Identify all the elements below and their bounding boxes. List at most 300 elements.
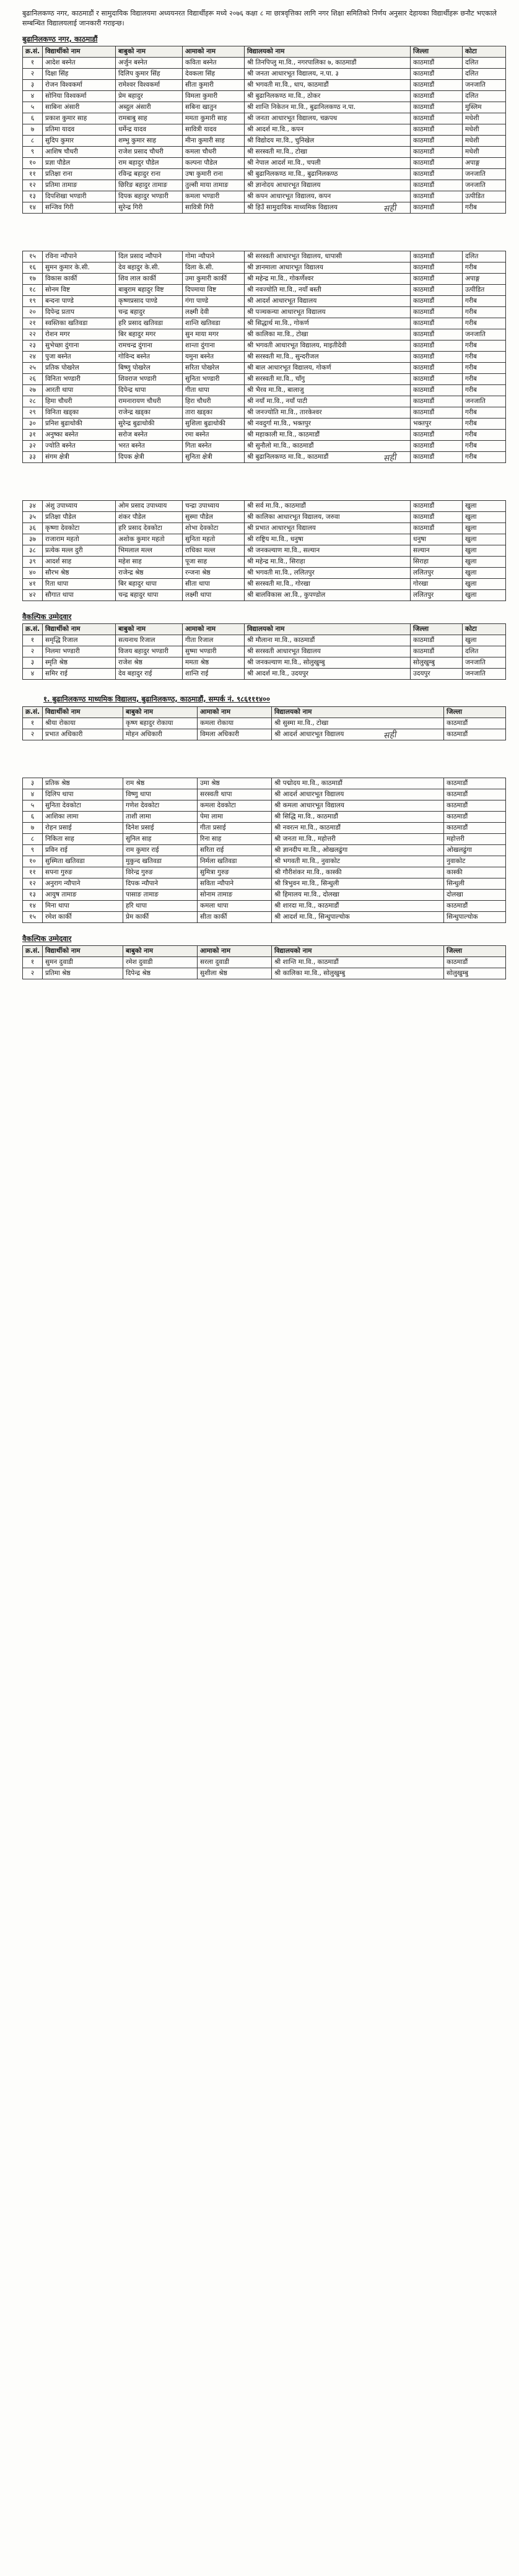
cell-sn: २२ [23,329,43,340]
cell-mother: गिता बस्नेत [183,441,245,452]
cell-quota: गरीब [463,363,506,374]
cell-district: काठमाडौं [411,58,463,69]
cell-district: काठमाडौं [444,823,506,834]
cell-district: काठमाडौं [411,251,463,262]
cell-school: श्री जनता आधारभूत विद्यालय, न.पा. ३ [245,69,411,80]
cell-name: मिना थापा [43,901,123,912]
cell-sn: २ [23,69,43,80]
column-header: विद्यालयको नाम [272,946,444,957]
cell-district: काठमाडौं [411,191,463,202]
cell-father: अर्जुन बस्नेत [116,58,183,69]
cell-school: श्री विद्योदय मा.वि., चुनिखेल [245,136,411,147]
table-row [23,812,506,823]
cell-father: देव बहादुर राई [116,669,183,680]
table-row [23,58,506,69]
cell-sn: २३ [23,340,43,352]
cell-mother: कमला देवकोटा [198,800,272,812]
table-row [23,789,506,800]
cell-school: श्री जनता आधारभूत विद्यालय, चक्रपथ [245,113,411,124]
cell-school: श्री नवरत्न मा.वि., काठमाडौं [272,823,444,834]
cell-school: श्री महाकाली मा.वि., काठमाडौं [245,430,411,441]
cell-sn: ७ [23,124,43,136]
cell-school: श्री जनज्योति मा.वि., तारकेश्वर [245,407,411,418]
cell-name: रोशन मगर [43,329,116,340]
cell-name: निकिता साह [43,834,123,845]
cell-district: काठमाडौं [411,501,463,512]
cell-name: आरती थापा [43,385,116,396]
cell-name: प्रभात अधिकारी [43,729,123,740]
cell-sn: ३ [23,657,43,669]
cell-mother: देवकला सिंह [183,69,245,80]
intro-paragraph: बुढानिलकण्ठ नगर, काठमाडौं र सामुदायिक विद्यालयमा अध्ययनरत विद्यार्थीहरू मध्ये २०७६ कक्षा ८ मा छात्रवृत्तिका लागि नगर शिक्षा समितिको निर्णय अनुसार देहायका विद्यार्थीहरू छनौट भएकाले सम्बन्धित विद्यालयलाई जानकारी गराइन्छ। [22,9,497,27]
cell-father: चन्द्र बहादुर थापा [116,590,183,601]
cell-school: श्री बुढानिलकण्ठ मा.वि., बुढानिलकण्ठ [245,169,411,180]
cell-name: रोजन विश्वकर्मा [43,80,116,91]
cell-name: समिर राई [43,669,116,680]
cell-quota: मधेशी [463,136,506,147]
cell-district: नुवाकोट [444,856,506,867]
cell-father: रामबाबु साह [116,113,183,124]
cell-mother: सुमित्रा गुरुङ [198,867,272,878]
cell-quota: गरीब [463,202,506,214]
cell-mother: सीता थापा [183,579,245,590]
cell-school: श्री बुढानिलकण्ठ मा.वि., ठोकर [245,91,411,102]
cell-name: रोहन प्रसाई [43,823,123,834]
cell-quota: दलित [463,251,506,262]
cell-quota: गरीब [463,418,506,430]
cell-sn: १६ [23,262,43,274]
cell-school: श्री ज्ञानमाला आधारभूत विद्यालय [245,262,411,274]
cell-district: काठमाडौं [411,512,463,523]
cell-father: सुरेन्द्र गिरी [116,202,183,214]
cell-father: महेश साह [116,557,183,568]
table-row [23,136,506,147]
cell-father: शिव लाल कार्की [116,274,183,285]
cell-quota: मधेशी [463,147,506,158]
cell-district: ललितपुर [411,590,463,601]
cell-quota: खुला [463,557,506,568]
cell-name: आयुष तामाङ [43,890,123,901]
cell-sn: ३४ [23,501,43,512]
cell-sn: २६ [23,374,43,385]
cell-sn: ३९ [23,557,43,568]
cell-name: रविना न्यौपाने [43,251,116,262]
table-row [23,501,506,512]
cell-school: श्री पद्मोदय मा.वि., काठमाडौं [272,778,444,789]
cell-father: राजेश श्रेष्ठ [116,657,183,669]
cell-school: श्री भगवती आधारभूत विद्यालय, माइतीदेवी [245,340,411,352]
cell-district: काठमाडौं [411,318,463,329]
cell-father: दिपेन्द्र श्रेष्ठ [123,968,198,979]
cell-name: प्रज्ञा पौडेल [43,158,116,169]
cell-mother: हिरा चौधरी [183,396,245,407]
cell-school: श्री भैरव मा.वि., बालाजु [245,385,411,396]
cell-name: प्रतिक्षा राना [43,169,116,180]
cell-sn: ३१ [23,430,43,441]
column-header: बाबुको नाम [123,707,198,718]
cell-mother: उमा श्रेष्ठ [198,778,272,789]
cell-district: काठमाडौं [411,430,463,441]
cell-quota: मुस्लिम [463,102,506,113]
table-row [23,800,506,812]
table-row [23,124,506,136]
cell-district: काठमाडौं [411,274,463,285]
cell-quota: गरीब [463,441,506,452]
cell-name: स्वस्तिका खतिवडा [43,318,116,329]
cell-school: श्री जनकल्याण मा.वि., सल्यान [245,545,411,557]
cell-sn: ३० [23,418,43,430]
cell-school: श्री सिद्धि मा.वि., काठमाडौं [272,812,444,823]
column-header: जिल्ला [411,624,463,635]
signature-2: सही [383,452,397,464]
cell-school: श्री सिद्धार्थ मा.वि., गोकर्ण [245,318,411,329]
cell-sn: १ [23,718,43,729]
column-header: विद्यार्थीको नाम [43,46,116,58]
cell-mother: पूजा साह [183,557,245,568]
cell-sn: ३ [23,778,43,789]
cell-sn: १४ [23,901,43,912]
table-row [23,557,506,568]
cell-mother: सुशिला बुढाथोकी [183,418,245,430]
cell-mother: सरला दुवाडी [198,957,272,968]
cell-district: काठमाडौं [411,147,463,158]
cell-name: दिपेन्द्र प्रताप [43,307,116,318]
column-header: कोटा [463,624,506,635]
cell-name: प्रतिमा तामाङ [43,180,116,191]
cell-father: बाबुराम बहादुर विष्ट [116,285,183,296]
cell-name: कृष्णा देवकोटा [43,523,116,534]
cell-mother: सोनाम तामाङ [198,890,272,901]
cell-mother: लक्ष्मी थापा [183,590,245,601]
cell-mother: कमला भण्डारी [183,191,245,202]
cell-mother: सबिना खातुन [183,102,245,113]
cell-sn: ६ [23,113,43,124]
cell-sn: २० [23,307,43,318]
cell-name: संगम क्षेत्री [43,452,116,463]
table-row [23,169,506,180]
cell-mother: दिला के.सी. [183,262,245,274]
cell-name: प्रतिक श्रेष्ठ [43,778,123,789]
cell-quota: गरीब [463,430,506,441]
cell-school: श्री आदर्श मा.वि., कपन [245,124,411,136]
cell-father: राम श्रेष्ठ [123,778,198,789]
cell-mother: विमला कुमारी [183,91,245,102]
cell-quota: दलित [463,646,506,657]
cell-father: हरि थापा [123,901,198,912]
cell-father: शंकर पौडेल [116,512,183,523]
cell-mother: गोमा न्यौपाने [183,251,245,262]
cell-quota: खुला [463,579,506,590]
cell-father: धर्मेन्द्र यादव [116,124,183,136]
cell-school: श्री राष्ट्रिय मा.वि., धनुषा [245,534,411,545]
cell-sn: २ [23,968,43,979]
cell-quota: जनजाति [463,396,506,407]
cell-school: श्री जनता मा.वि., महोत्तरी [272,834,444,845]
cell-district: काठमाडौं [411,202,463,214]
cell-district: काठमाडौं [411,102,463,113]
table-row [23,418,506,430]
cell-school: श्री सुस्मा मा.वि., टोखा [272,718,444,729]
cell-mother: ममता कुमारी साह [183,113,245,124]
table-row [23,262,506,274]
cell-mother: सुनिता भण्डारी [183,374,245,385]
cell-sn: ४ [23,669,43,680]
cell-father: कृष्णप्रसाद पाण्डे [116,296,183,307]
cell-sn: १३ [23,890,43,901]
column-header: बाबुको नाम [116,624,183,635]
cell-quota: खुला [463,590,506,601]
cell-mother: गीता रिजाल [183,635,245,646]
column-header: जिल्ला [411,46,463,58]
cell-father: रविन्द्र बहादुर राना [116,169,183,180]
cell-school: श्री कमला आधारभूत विद्यालय [272,800,444,812]
cell-mother: शान्ता दुंगाना [183,340,245,352]
cell-sn: ४० [23,568,43,579]
cell-father: अशोक कुमार महतो [116,534,183,545]
cell-father: भरत बस्नेत [116,441,183,452]
cell-school: श्री भगवती मा.वि., नुवाकोट [272,856,444,867]
table-row [23,363,506,374]
cell-name: सुमन कुमार के.सी. [43,262,116,274]
cell-school: श्री त्रिभुवन मा.वि., सिन्धुली [272,878,444,890]
cell-name: आशिका लामा [43,812,123,823]
cell-father: रामेश्वर विश्वकर्मा [116,80,183,91]
cell-father: गोविन्द बस्नेत [116,352,183,363]
cell-sn: ४२ [23,590,43,601]
cell-quota: गरीब [463,374,506,385]
cell-sn: ३३ [23,452,43,463]
cell-district: काठमाडौं [411,329,463,340]
cell-school: श्री नेपाल आदर्श मा.वि., चपली [245,158,411,169]
cell-school: श्री बुढानिलकण्ठ मा.वि., काठमाडौं [245,452,411,463]
cell-quota: गरीब [463,296,506,307]
section-heading-main: बुढानिलकण्ठ नगर, काठमाडौं [22,35,98,43]
cell-sn: १ [23,957,43,968]
cell-mother: गंगा पाण्डे [183,296,245,307]
cell-father: दिपेन्द्र थापा [116,385,183,396]
cell-district: सोलुखुम्बु [444,968,506,979]
cell-name: साबिना अंसारी [43,102,116,113]
cell-name: प्रविन राई [43,845,123,856]
cell-quota: गरीब [463,352,506,363]
column-header: क्र.सं. [23,624,43,635]
cell-father: अब्दुल अंसारी [116,102,183,113]
cell-district: काठमाडौं [411,180,463,191]
cell-mother: रिना साह [198,834,272,845]
cell-father: विरेन्द्र गुरुङ [123,867,198,878]
cell-district: सिन्धुली [444,878,506,890]
column-header: आमाको नाम [183,624,245,635]
cell-name: समृद्धि रिजाल [43,635,116,646]
cell-school: श्री बाल आधारभूत विद्यालय, गोकर्ण [245,363,411,374]
table-row [23,646,506,657]
table-row [23,307,506,318]
cell-school: श्री आदर्श आधारभूत विद्यालय [272,729,444,740]
cell-mother: रमा बस्नेत [183,430,245,441]
table-row [23,579,506,590]
cell-quota: जनजाति [463,80,506,91]
column-header: जिल्ला [444,946,506,957]
signature-3: सही [383,729,397,741]
cell-sn: २७ [23,385,43,396]
cell-district: काठमाडौं [411,113,463,124]
table-row [23,180,506,191]
cell-mother: दिपमाया विष्ट [183,285,245,296]
cell-district: गोरखा [411,579,463,590]
table-row [23,113,506,124]
cell-sn: ११ [23,169,43,180]
column-header: विद्यार्थीको नाम [43,624,116,635]
cell-name: सुभेच्छा दुंगाना [43,340,116,352]
cell-name: आदेश बस्नेत [43,58,116,69]
cell-district: काठमाडौं [411,169,463,180]
column-header: विद्यार्थीको नाम [43,946,123,957]
cell-quota: गरीब [463,452,506,463]
table-row [23,329,506,340]
table-row [23,69,506,80]
cell-name: विनिता खड्का [43,407,116,418]
cell-sn: ५ [23,102,43,113]
cell-name: प्रतिमा यादव [43,124,116,136]
cell-school: श्री नवज्योति मा.वि., नयाँ बस्ती [245,285,411,296]
table-row [23,385,506,396]
cell-district: काठमाडौं [411,340,463,352]
cell-father: कृष्ण बहादुर रोकाया [123,718,198,729]
cell-quota: मधेशी [463,124,506,136]
cell-mother: सुष्मा भण्डारी [183,646,245,657]
cell-district: काठमाडौं [444,957,506,968]
cell-quota: उत्पीडित [463,285,506,296]
cell-quota: खुला [463,534,506,545]
cell-name: निलमा भण्डारी [43,646,116,657]
signature-1: सही [383,202,397,214]
cell-mother: सीता कार्की [198,912,272,923]
cell-father: छिरिङ बहादुर तामाङ [116,180,183,191]
table-row [23,890,506,901]
cell-father: राजेश प्रसाद चौधरी [116,147,183,158]
table-row [23,147,506,158]
cell-sn: २१ [23,318,43,329]
cell-sn: १३ [23,191,43,202]
cell-district: काठमाडौं [411,452,463,463]
cell-mother: कल्पना पौडेल [183,158,245,169]
cell-district: ओखलढुंगा [444,845,506,856]
cell-father: सुरेन्द्र बुढाथोकी [116,418,183,430]
cell-sn: ५ [23,800,43,812]
cell-district: काठमाडौं [444,718,506,729]
cell-name: सुनिता देवकोटा [43,800,123,812]
cell-mother: सीता कुमारी [183,80,245,91]
cell-quota: जनजाति [463,657,506,669]
cell-quota: खुला [463,635,506,646]
cell-district: काठमाडौं [411,91,463,102]
cell-sn: ८ [23,834,43,845]
table-row [23,534,506,545]
column-header: बाबुको नाम [116,46,183,58]
cell-name: अनुष्का बस्नेत [43,430,116,441]
cell-district: सिन्धुपाल्चोक [444,912,506,923]
cell-sn: ११ [23,867,43,878]
cell-father: दिलिप कुमार सिंह [116,69,183,80]
cell-school: श्री महेन्द्र मा.वि., गोकर्णेश्वर [245,274,411,285]
cell-name: अंशु उपाध्याय [43,501,116,512]
cell-name: श्रीया रोकाया [43,718,123,729]
table-row [23,352,506,363]
cell-sn: ४ [23,91,43,102]
cell-school: श्री महेन्द्र मा.वि., सिराहा [245,557,411,568]
cell-name: सन्जिव गिरी [43,202,116,214]
cell-school: श्री शान्ति निकेतन मा.वि., बुढानिलकण्ठ न.पा. [245,102,411,113]
cell-quota: खुला [463,523,506,534]
table-row [23,845,506,856]
cell-mother: कमला रोकाया [198,718,272,729]
cell-district: काठमाडौं [411,635,463,646]
cell-name: दिपशिखा भण्डारी [43,191,116,202]
cell-sn: १९ [23,296,43,307]
cell-name: राजाराम महतो [43,534,116,545]
cell-sn: ३ [23,80,43,91]
cell-district: काठमाडौं [411,124,463,136]
cell-school: श्री सरस्वती मा.वि., टोखा [245,147,411,158]
cell-district: काठमाडौं [411,136,463,147]
cell-sn: १७ [23,274,43,285]
cell-quota: गरीब [463,262,506,274]
cell-district: काठमाडौं [444,729,506,740]
table-row [23,957,506,968]
cell-father: भिमलाल मल्ल [116,545,183,557]
cell-district: काठमाडौं [411,523,463,534]
cell-district: काठमाडौं [444,812,506,823]
cell-mother: शोभा देवकोटा [183,523,245,534]
table-row [23,523,506,534]
cell-mother: कमला चौधरी [183,147,245,158]
cell-sn: ३२ [23,441,43,452]
cell-mother: ममता श्रेष्ठ [183,657,245,669]
column-header: बाबुको नाम [123,946,198,957]
table-row [23,778,506,789]
cell-school: श्री आदर्श आधारभूत विद्यालय [245,296,411,307]
table-row [23,867,506,878]
cell-district: काठमाडौं [411,363,463,374]
cell-quota: अपाङ्ग [463,274,506,285]
cell-father: गणेश देवकोटा [123,800,198,812]
cell-school: श्री कालिका आधारभूत विद्यालय, जरुवा [245,512,411,523]
cell-name: बन्दना पाण्डे [43,296,116,307]
cell-district: काठमाडौं [411,296,463,307]
cell-father: प्रेम कार्की [123,912,198,923]
cell-school: श्री पञ्चकन्या आधारभूत विद्यालय [245,307,411,318]
cell-sn: १० [23,158,43,169]
cell-mother: सरिता पोखरेल [183,363,245,374]
cell-school: श्री ज्ञानोदय आधारभूत विद्यालय [245,180,411,191]
cell-district: काठमाडौं [411,441,463,452]
continued-roster-table [22,251,506,463]
cell-school: श्री शान्ति मा.वि., काठमाडौं [272,957,444,968]
cell-sn: १५ [23,912,43,923]
cell-name: प्रतिक्षा पौडेल [43,512,116,523]
cell-school: श्री सुनौलो मा.वि., काठमाडौं [245,441,411,452]
cell-mother: मीना कुमारी साह [183,136,245,147]
cell-quota: गरीब [463,318,506,329]
cell-sn: ४१ [23,579,43,590]
column-header: क्र.सं. [23,46,43,58]
cell-mother: सावित्री गिरी [183,202,245,214]
cell-name: सुदिप कुमार [43,136,116,147]
cell-father: राजेन्द्र श्रेष्ठ [116,568,183,579]
cell-name: आदर्श साह [43,557,116,568]
cell-quota: जनजाति [463,169,506,180]
column-header: विद्यालयको नाम [245,624,411,635]
